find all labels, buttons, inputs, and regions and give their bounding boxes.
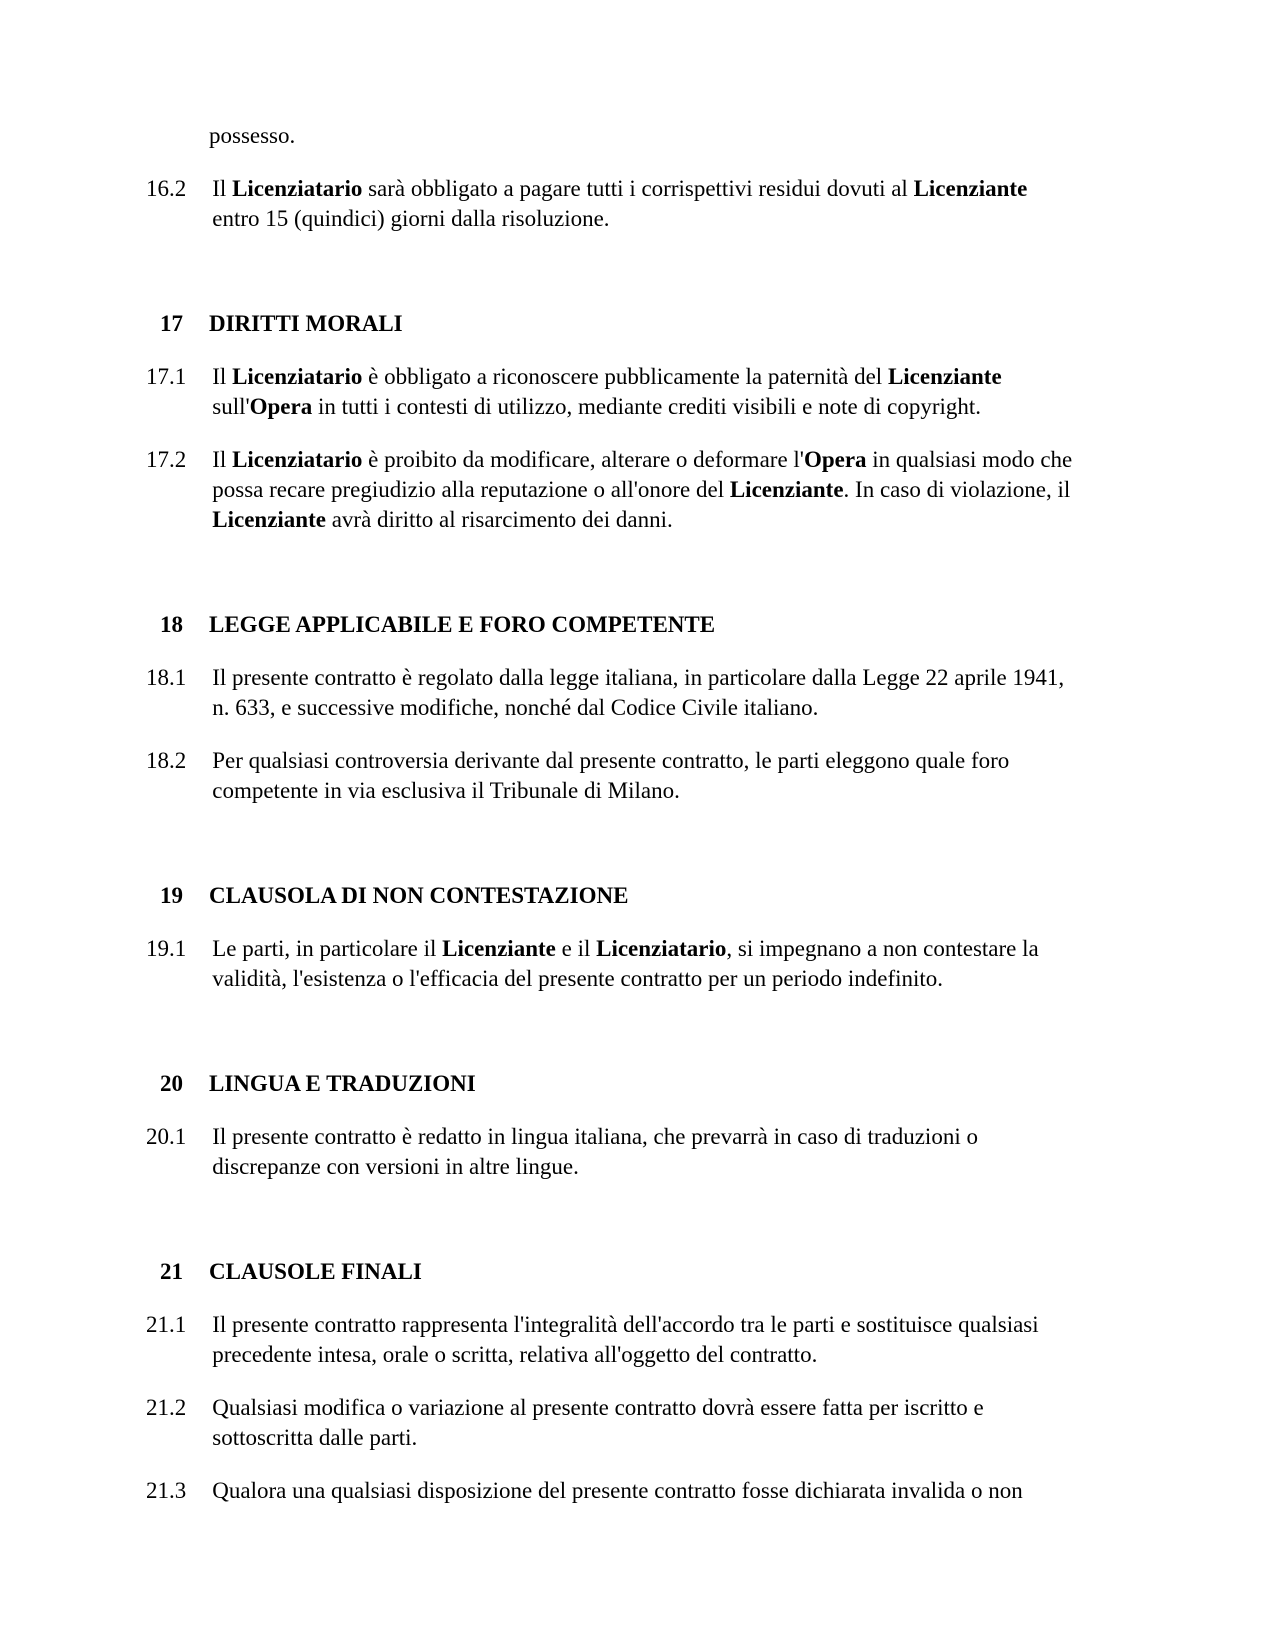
clause <box>146 445 1140 535</box>
section-heading <box>146 1069 1140 1099</box>
text-line <box>212 392 1140 422</box>
text-line <box>212 475 1140 505</box>
defined-term: Licenziante <box>442 936 556 961</box>
clause-text <box>212 174 1140 234</box>
text-line <box>212 776 1140 806</box>
text-line <box>212 1340 1140 1370</box>
clause-number: 20.1 <box>146 1124 187 1149</box>
text-run: Il <box>212 447 233 472</box>
clause <box>146 746 1140 806</box>
text-line <box>212 1310 1140 1340</box>
text-line <box>209 121 1140 151</box>
text-run: sarà obbligato a pagare tutti i corrispettivi residui dovuti al <box>362 176 914 201</box>
text-line <box>212 1393 1140 1423</box>
section-title: CLAUSOLA DI NON CONTESTAZIONE <box>209 883 629 908</box>
clause-number: 17.2 <box>146 447 187 472</box>
text-run: precedente intesa, orale o scritta, relativa all'oggetto del contratto. <box>212 1342 818 1367</box>
text-line <box>212 964 1140 994</box>
text-run: possesso. <box>209 123 296 148</box>
text-run: n. 633, e successive modifiche, nonché dal Codice Civile italiano. <box>212 695 819 720</box>
text-run: sottoscritta dalle parti. <box>212 1425 418 1450</box>
text-line <box>212 1476 1140 1506</box>
section-number: 21 <box>160 1259 183 1284</box>
text-run: sull' <box>212 394 250 419</box>
text-line <box>212 174 1140 204</box>
clause-number: 21.1 <box>146 1312 187 1337</box>
text-run: in tutti i contesti di utilizzo, mediante crediti visibili e note di copyright. <box>312 394 982 419</box>
clause <box>146 1310 1140 1370</box>
text-run: è proibito da modificare, alterare o deformare l' <box>362 447 804 472</box>
text-line <box>212 1152 1140 1182</box>
section-title: CLAUSOLE FINALI <box>209 1259 422 1284</box>
clause <box>146 663 1140 723</box>
clause-text <box>212 1476 1140 1506</box>
text-run: in qualsiasi modo che <box>866 447 1073 472</box>
contract-body <box>146 121 1140 1506</box>
clause-text <box>212 1393 1140 1453</box>
section-heading <box>146 1257 1140 1287</box>
text-run: Il presente contratto rappresenta l'integralità dell'accordo tra le parti e sostituisce qualsiasi <box>212 1312 1039 1337</box>
text-run: . In caso di violazione, il <box>843 477 1071 502</box>
text-run: e il <box>555 936 597 961</box>
text-line <box>212 1423 1140 1453</box>
defined-term: Licenziatario <box>596 936 727 961</box>
clause-text <box>212 934 1140 994</box>
text-line <box>212 362 1140 392</box>
text-run: Qualsiasi modifica o variazione al presente contratto dovrà essere fatta per iscritto e <box>212 1395 984 1420</box>
text-run: discrepanze con versioni in altre lingue. <box>212 1154 579 1179</box>
section-number: 18 <box>160 612 183 637</box>
clause-number: 19.1 <box>146 936 187 961</box>
text-line <box>212 663 1140 693</box>
text-run: Le parti, in particolare il <box>212 936 443 961</box>
text-run: Il presente contratto è redatto in lingua italiana, che prevarrà in caso di traduzioni o <box>212 1124 978 1149</box>
section-number: 20 <box>160 1071 183 1096</box>
text-run: , si impegnano a non contestare la <box>726 936 1039 961</box>
section-heading <box>146 610 1140 640</box>
defined-term: Licenziante <box>729 477 844 502</box>
clause <box>146 1393 1140 1453</box>
defined-term: Licenziatario <box>232 364 363 389</box>
defined-term: Licenziatario <box>232 176 363 201</box>
text-line <box>212 204 1140 234</box>
text-line <box>212 746 1140 776</box>
defined-term: Licenziante <box>913 176 1028 201</box>
clause <box>146 934 1140 994</box>
clause-text <box>212 362 1140 422</box>
section-heading <box>146 309 1140 339</box>
section-title: LEGGE APPLICABILE E FORO COMPETENTE <box>209 612 716 637</box>
clause-text <box>212 746 1140 806</box>
clause-number: 21.3 <box>146 1478 187 1503</box>
clause <box>146 1476 1140 1506</box>
section-title: DIRITTI MORALI <box>209 311 403 336</box>
text-run: Il presente contratto è regolato dalla legge italiana, in particolare dalla Legge 22 aprile 1941, <box>212 665 1065 690</box>
section-title: LINGUA E TRADUZIONI <box>209 1071 476 1096</box>
text-line <box>212 693 1140 723</box>
defined-term: Opera <box>803 447 867 472</box>
clause-number: 18.1 <box>146 665 187 690</box>
text-run: entro 15 (quindici) giorni dalla risoluzione. <box>212 206 610 231</box>
clause <box>146 174 1140 234</box>
section-heading <box>146 881 1140 911</box>
text-line <box>212 1122 1140 1152</box>
section-number: 19 <box>160 883 183 908</box>
defined-term: Licenziatario <box>232 447 363 472</box>
text-line <box>212 934 1140 964</box>
clause <box>146 1122 1140 1182</box>
clause-number: 16.2 <box>146 176 187 201</box>
clause-text <box>212 663 1140 723</box>
defined-term: Opera <box>249 394 313 419</box>
clause-number: 18.2 <box>146 748 187 773</box>
text-run: Per qualsiasi controversia derivante dal presente contratto, le parti eleggono quale foro <box>212 748 1010 773</box>
section-number: 17 <box>160 311 183 336</box>
clause-text <box>212 1310 1140 1370</box>
text-line <box>212 445 1140 475</box>
defined-term: Licenziante <box>887 364 1002 389</box>
text-run: Il <box>212 364 233 389</box>
text-run: validità, l'esistenza o l'efficacia del presente contratto per un periodo indefinito. <box>212 966 944 991</box>
clause-number: 17.1 <box>146 364 187 389</box>
clause <box>146 362 1140 422</box>
clause <box>146 121 1140 151</box>
clause-text <box>209 121 1140 151</box>
clause-text <box>212 1122 1140 1182</box>
text-run: Qualora una qualsiasi disposizione del presente contratto fosse dichiarata invalida o non <box>212 1478 1023 1503</box>
text-line <box>212 505 1140 535</box>
text-run: possa recare pregiudizio alla reputazione o all'onore del <box>212 477 730 502</box>
text-run: competente in via esclusiva il Tribunale di Milano. <box>212 778 680 803</box>
clause-number: 21.2 <box>146 1395 187 1420</box>
text-run: avrà diritto al risarcimento dei danni. <box>325 507 673 532</box>
clause-text <box>212 445 1140 535</box>
defined-term: Licenziante <box>212 507 326 532</box>
text-run: è obbligato a riconoscere pubblicamente la paternità del <box>362 364 888 389</box>
text-run: Il <box>212 176 233 201</box>
